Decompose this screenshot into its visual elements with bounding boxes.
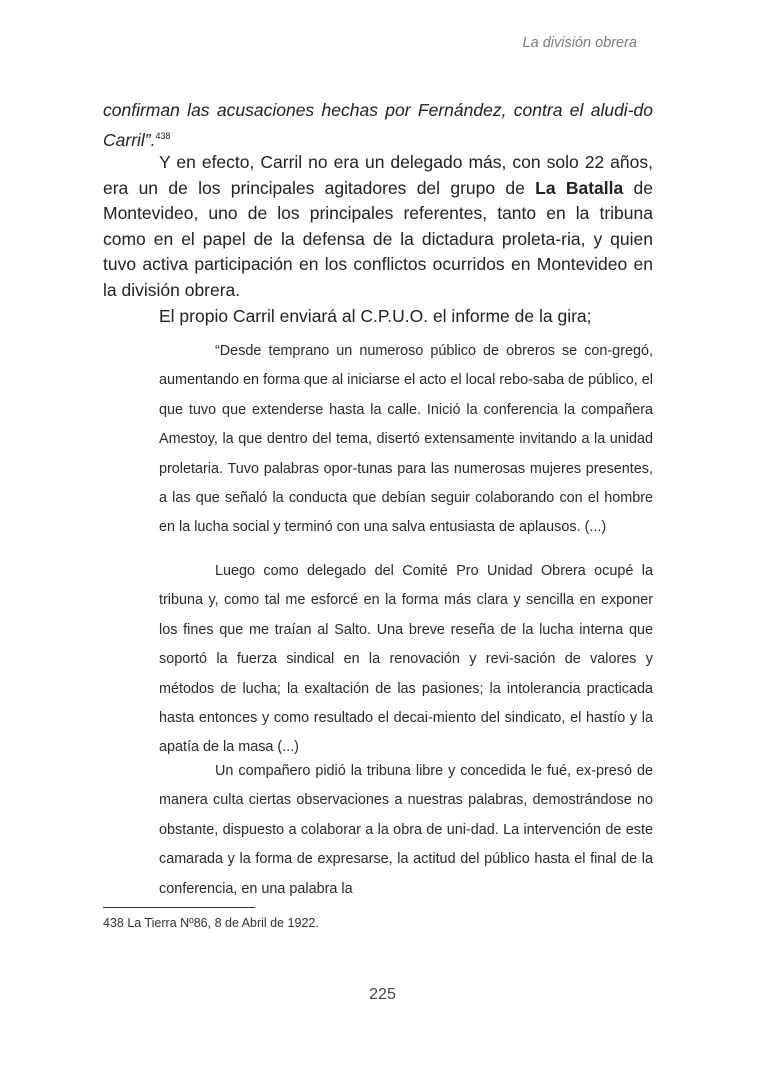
block-quote-paragraph-3: Un compañero pidió la tribuna libre y concedida le fué, ex-presó de manera culta ciertas observaciones a nuestras palabras, demostrándose no obstante, dispuesto a colaborar a la obra de uni-dad. La intervención de este camarada y la forma de expresarse, la actitud del público hasta el final de la conferencia, en una palabra la xyxy=(159,763,653,897)
quote-ending-text: confirman las acusaciones hechas por Fernández, contra el aludi-do Carril”. xyxy=(103,100,653,150)
footnote-438: 438 La Tierra Nº86, 8 de Abril de 1922. xyxy=(103,916,319,930)
footnote-divider xyxy=(103,907,255,908)
paragraph-quote-ending xyxy=(103,98,653,153)
paragraph-report-intro: El propio Carril enviará al C.P.U.O. el informe de la gira; xyxy=(159,306,592,326)
paragraph-text-before: Y en efecto, Carril no era un delegado más, con solo 22 años, era un de los principales agitadores del grupo de xyxy=(103,152,653,198)
page-number: 225 xyxy=(369,986,396,1003)
block-quote-paragraph-1: “Desde temprano un numeroso público de obreros se con-gregó, aumentando en forma que al iniciarse el acto el local rebo-saba de público, el que tuvo que extenderse hasta la calle. Inició la conferencia la compañera Amestoy, la que dentro del tema, disertó extensamente invitando a la unidad proletaria. Tuvo palabras opor-tunas para las numerosas mujeres presentes, a las que señaló la conducta que debían seguir colaborando con el hombre en la lucha social y terminó con una salva entusiasta de aplausos. (...) xyxy=(159,343,653,536)
footnote-reference: 438 xyxy=(155,130,171,141)
la-batalla-bold: La Batalla xyxy=(535,177,624,198)
block-quote-paragraph-2: Luego como delegado del Comité Pro Unidad Obrera ocupé la tribuna y, como tal me esforcé en la forma más clara y sencilla en exponer los fines que me traían al Salto. Una breve reseña de la lucha interna que soportó la fuerza sindical en la renovación y revi-sación de valores y métodos de lucha; la exaltación de las pasiones; la intolerancia practicada hasta entonces y como resultado el decai-miento del sindicato, el hastío y la apatía de la masa (...) xyxy=(159,563,653,756)
paragraph-text-after: de Montevideo, uno de los principales referentes, tanto en la tribuna como en el papel de la defensa de la dictadura proleta-ria, y quien tuvo activa participación en los conflictos ocurridos en Montevideo en la división obrera. xyxy=(103,177,654,300)
running-head: La división obrera xyxy=(522,35,637,51)
paragraph-carril xyxy=(103,150,653,304)
